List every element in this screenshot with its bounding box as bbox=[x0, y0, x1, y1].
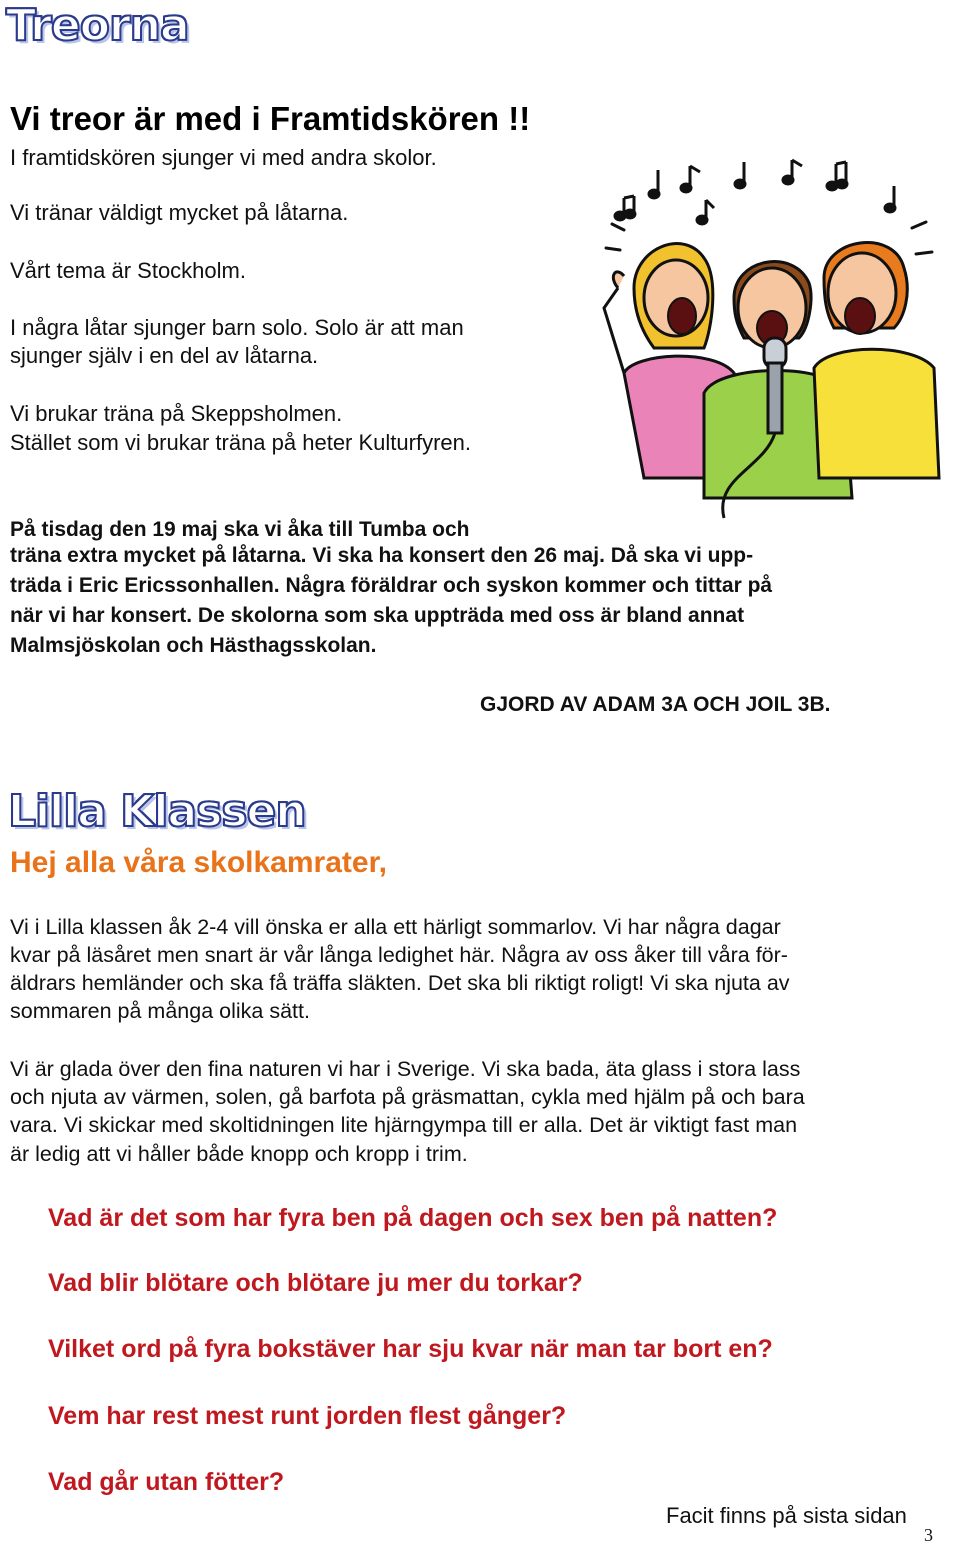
text-line: Vårt tema är Stockholm. bbox=[10, 258, 246, 283]
text-line: Vi tränar väldigt mycket på låtarna. bbox=[10, 200, 349, 225]
section-title-lilla-klassen: Lilla Klassen bbox=[8, 786, 306, 837]
bold-text-line: Malmsjöskolan och Hästhagsskolan. bbox=[10, 634, 377, 657]
greeting-heading: Hej alla våra skolkamrater, bbox=[10, 846, 387, 879]
text-line: I några låtar sjunger barn solo. Solo är att man bbox=[10, 315, 464, 340]
text-line: Stället som vi brukar träna på heter Kulturfyren. bbox=[10, 430, 471, 455]
riddle-question: Vad blir blötare och blötare ju mer du torkar? bbox=[48, 1269, 583, 1297]
bold-text-line: träna extra mycket på låtarna. Vi ska ha konsert den 26 maj. Då ska vi upp- bbox=[10, 544, 754, 567]
bold-text-line: träda i Eric Ericssonhallen. Några föräldrar och syskon kommer och tittar på bbox=[10, 574, 773, 597]
text-line: sommaren på många olika sätt. bbox=[10, 999, 310, 1023]
signature: GJORD AV ADAM 3A OCH JOIL 3B. bbox=[480, 693, 831, 716]
riddle-question: Vem har rest mest runt jorden flest gånger? bbox=[48, 1402, 567, 1430]
singing-children-illustration bbox=[594, 158, 944, 520]
article-heading: Vi treor är med i Framtidskören !! bbox=[10, 100, 531, 137]
text-line: kvar på läsåret men snart är vår långa ledighet här. Några av oss åker till våra för- bbox=[10, 943, 788, 967]
text-line: är ledig att vi håller både knopp och kropp i trim. bbox=[10, 1142, 468, 1166]
text-line: sjunger själv i en del av låtarna. bbox=[10, 343, 319, 368]
text-line: Vi brukar träna på Skeppsholmen. bbox=[10, 401, 343, 426]
riddle-question: Vad går utan fötter? bbox=[48, 1468, 285, 1496]
riddle-question: Vad är det som har fyra ben på dagen och sex ben på natten? bbox=[48, 1204, 778, 1232]
page-number: 3 bbox=[924, 1525, 933, 1545]
text-line: och njuta av värmen, solen, gå barfota på gräsmattan, cykla med hjälm på och bara bbox=[10, 1085, 805, 1109]
text-line: I framtidskören sjunger vi med andra skolor. bbox=[10, 145, 437, 170]
text-line: äldrars hemländer och ska få träffa släkten. Det ska bli riktigt roligt! Vi ska njuta av bbox=[10, 971, 790, 995]
text-line: vara. Vi skickar med skoltidningen lite hjärngympa till er alla. Det är viktigt fast man bbox=[10, 1113, 798, 1137]
section-title-treorna: Treorna bbox=[6, 0, 189, 51]
music-note-icon bbox=[615, 160, 895, 224]
facit-note: Facit finns på sista sidan bbox=[666, 1503, 907, 1528]
riddle-question: Vilket ord på fyra bokstäver har sju kvar när man tar bort en? bbox=[48, 1335, 773, 1363]
text-line: Vi är glada över den fina naturen vi har i Sverige. Vi ska bada, äta glass i stora lass bbox=[10, 1057, 801, 1081]
bold-text-line: På tisdag den 19 maj ska vi åka till Tumba och bbox=[10, 518, 470, 541]
text-line: Vi i Lilla klassen åk 2-4 vill önska er alla ett härligt sommarlov. Vi har några dagar bbox=[10, 915, 781, 939]
bold-text-line: när vi har konsert. De skolorna som ska uppträda med oss är bland annat bbox=[10, 604, 745, 627]
